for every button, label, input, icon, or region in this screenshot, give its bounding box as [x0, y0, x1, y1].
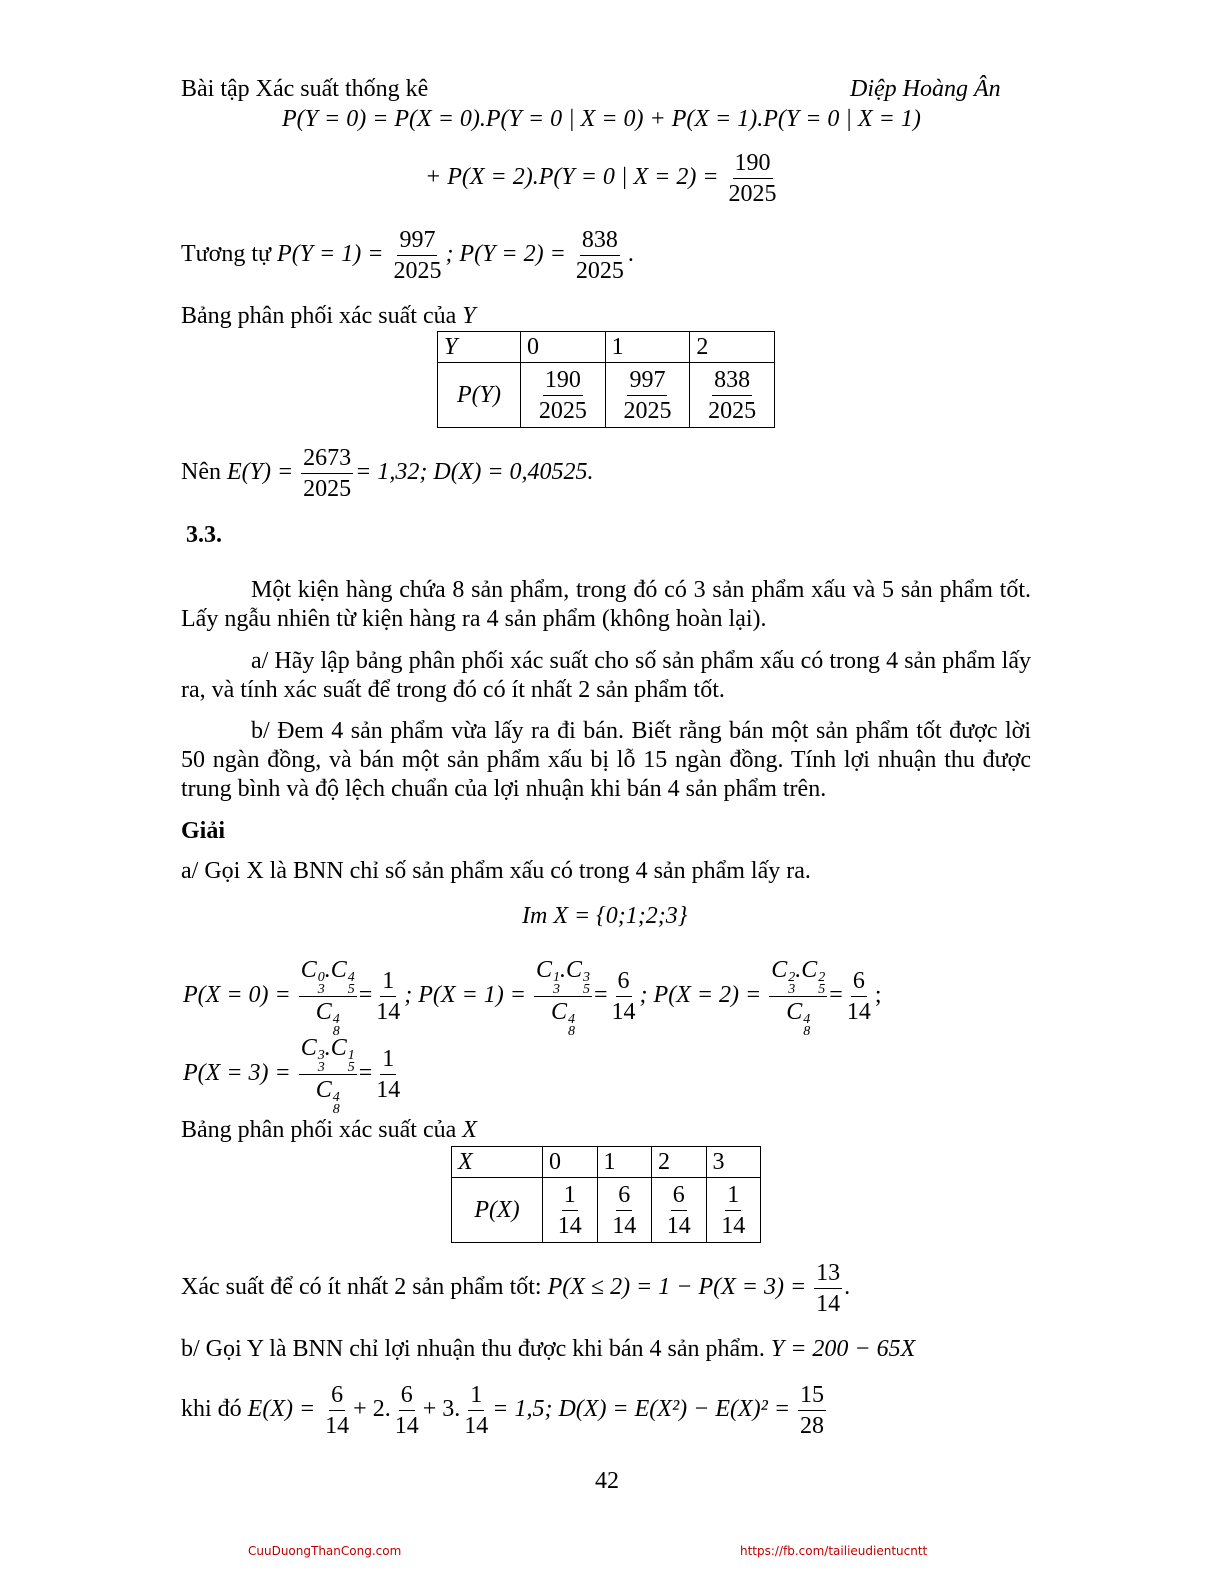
tuongtu-frac1 — [391, 225, 443, 286]
tuongtu-frac2 — [574, 225, 626, 286]
cell-den: 2025 — [708, 397, 757, 424]
table-cell: 2 — [652, 1147, 707, 1178]
solution-title: Giải — [181, 818, 226, 844]
tableY-caption — [181, 303, 476, 330]
cell-num: 6 — [616, 1180, 632, 1211]
distribution-table-y — [437, 331, 775, 428]
px3-lhs: P(X = 3) = — [183, 1060, 291, 1087]
tableX-caption-text: Bảng phân phối xác suất của — [181, 1117, 457, 1143]
ey-rhs: = 1,32; D(X) = 0,40525. — [355, 459, 594, 486]
header-right: Diệp Hoàng Ân — [850, 76, 1001, 102]
px3-comb-frac: C 3 3 .C 1 5 C 4 8 — [300, 1035, 355, 1117]
khido-t2-pre: + 2. — [353, 1396, 391, 1423]
px1-den: 14 — [611, 999, 636, 1025]
px0-frac — [374, 966, 402, 1027]
footer-right-link[interactable]: https://fb.com/tailieudientucntt — [740, 1544, 928, 1558]
khido-t2-den: 14 — [394, 1413, 419, 1439]
eq-py0-line2-text: + P(X = 2).P(Y = 0 | X = 2) = — [425, 164, 719, 191]
khido-r-den: 28 — [800, 1413, 825, 1439]
khido-t2-num: 6 — [399, 1380, 415, 1411]
px2-comb-frac: C 2 3 .C 2 5 C 4 8 — [771, 957, 826, 1039]
khido-t3-pre: + 3. — [422, 1396, 461, 1423]
tuongtu-p2-den: 2025 — [575, 258, 624, 284]
tuongtu-p2: ; P(Y = 2) = — [445, 241, 566, 268]
table-cell: 1 — [597, 1147, 652, 1178]
px1-num: 6 — [616, 966, 632, 997]
khido-ex: E(X) = — [247, 1396, 316, 1423]
px2-den: 14 — [846, 999, 871, 1025]
tableX-caption — [181, 1117, 477, 1144]
eq-py0-num: 190 — [733, 148, 773, 179]
cell-num: 838 — [712, 365, 752, 396]
px3-num: 1 — [380, 1044, 396, 1075]
ey-lhs: E(Y) = — [226, 459, 294, 486]
px-line-1: P(X = 0) = C 0 3 .C 4 5 C 4 8 = $\frac{1}{14}$ ; P(X = 1) = C 1 3 .C 3 5 C 4 8 = $\frac{6}{14}$ ; P(X = 2) = C 2 3 .C 2 5 C 4 8 = $\frac{6}{14}$ ; — [183, 957, 882, 1039]
px2-num: 6 — [851, 966, 867, 997]
px2-frac — [845, 966, 873, 1027]
tuongtu-p1-den: 2025 — [393, 258, 442, 284]
ey-line — [181, 443, 594, 504]
khido-label: khi đó — [181, 1396, 242, 1423]
px3-frac — [374, 1044, 402, 1105]
footer-left-link[interactable]: CuuDuongThanCong.com — [248, 1544, 402, 1558]
khido-line — [181, 1380, 828, 1441]
table-cell: 0 — [521, 332, 606, 363]
tuongtu-end: . — [627, 241, 634, 268]
cell-den: 14 — [612, 1212, 637, 1239]
khido-frac2 — [393, 1380, 421, 1441]
table-row — [452, 1147, 761, 1178]
cell-den: 14 — [557, 1212, 582, 1239]
khido-frac4 — [798, 1380, 826, 1441]
eq-py0-den: 2025 — [728, 181, 777, 207]
table-cell: X — [452, 1147, 543, 1178]
table-cell — [706, 1178, 761, 1243]
table-cell: Y — [438, 332, 521, 363]
tuongtu-p2-num: 838 — [580, 225, 620, 256]
px1-lhs: ; P(X = 1) = — [404, 982, 526, 1009]
problem-paragraph-3: b/ Đem 4 sản phẩm vừa lấy ra đi bán. Biết rằng bán một sản phẩm tốt được lời 50 ngàn đồng, và bán một sản phẩm xấu bị lỗ 15 ngàn đồng. Tính lợi nhuận thu được trung bình và độ lệch chuẩn của lợi nhuận khi bán 4 sản phẩm trên. — [181, 718, 1031, 802]
tableY-caption-var: Y — [462, 303, 476, 329]
px1-comb-frac: C 1 3 .C 3 5 C 4 8 — [535, 957, 590, 1039]
distribution-table-x — [451, 1146, 761, 1243]
table-cell — [605, 363, 690, 428]
tuongtu-p1-num: 997 — [397, 225, 437, 256]
ey-fraction — [301, 443, 353, 504]
table-cell — [652, 1178, 707, 1243]
problem-paragraph-1: Một kiện hàng chứa 8 sản phẩm, trong đó có 3 sản phẩm xấu và 5 sản phẩm tốt. Lấy ngẫu nhiên từ kiện hàng ra 4 sản phẩm (không hoàn lại). — [181, 577, 1031, 632]
table-cell: 0 — [543, 1147, 598, 1178]
eq-py0-line1: P(Y = 0) = P(X = 0).P(Y = 0 | X = 0) + P(X = 1).P(Y = 0 | X = 1) — [282, 106, 921, 132]
table-cell: 3 — [706, 1147, 761, 1178]
atleast-end: . — [844, 1274, 851, 1301]
eq-py0-fraction — [727, 148, 779, 209]
px-line-end: ; — [874, 982, 882, 1009]
table-cell: 1 — [605, 332, 690, 363]
eq-py0-line2 — [425, 148, 781, 209]
khido-t3-num: 1 — [468, 1380, 484, 1411]
px2-lhs: ; P(X = 2) = — [639, 982, 762, 1009]
table-cell — [690, 363, 775, 428]
tuongtu-label: Tương tự — [181, 241, 272, 268]
atleast-den: 14 — [816, 1291, 841, 1317]
table-cell: P(Y) — [438, 363, 521, 428]
khido-t1-num: 6 — [329, 1380, 345, 1411]
table-cell — [521, 363, 606, 428]
khido-r-num: 15 — [798, 1380, 826, 1411]
b-intro-line — [181, 1336, 915, 1363]
header-left: Bài tập Xác suất thống kê — [181, 76, 429, 102]
cell-num: 1 — [725, 1180, 741, 1211]
table-row — [438, 363, 775, 428]
table-cell: P(X) — [452, 1178, 543, 1243]
tableY-caption-text: Bảng phân phối xác suất của — [181, 303, 457, 329]
khido-t3-den: 14 — [464, 1413, 489, 1439]
cell-num: 1 — [562, 1180, 578, 1211]
ey-den: 2025 — [303, 476, 352, 502]
px1-frac — [610, 966, 638, 1027]
cell-den: 2025 — [538, 397, 587, 424]
atleast-text: Xác suất để có ít nhất 2 sản phẩm tốt: — [181, 1274, 542, 1301]
ey-label: Nên — [181, 459, 221, 486]
px0-lhs: P(X = 0) = — [183, 982, 291, 1009]
cell-den: 14 — [666, 1212, 691, 1239]
b-intro-text: b/ Gọi Y là BNN chỉ lợi nhuận thu được khi bán 4 sản phẩm. — [181, 1336, 765, 1362]
tuongtu-line — [181, 225, 634, 286]
khido-frac1 — [323, 1380, 351, 1441]
solution-a-intro: a/ Gọi X là BNN chỉ số sản phẩm xấu có trong 4 sản phẩm lấy ra. — [181, 858, 811, 884]
problem-paragraph-2: a/ Hãy lập bảng phân phối xác suất cho số sản phẩm xấu có trong 4 sản phẩm lấy ra, và tính xác suất để trong đó có ít nhất 2 sản phẩm tốt. — [181, 648, 1031, 703]
px-line-2: P(X = 3) = C 3 3 .C 1 5 C 4 8 = $\frac{1}{14}$ — [183, 1035, 401, 1117]
cell-num: 997 — [627, 365, 667, 396]
page-number: 42 — [595, 1468, 619, 1494]
table-row — [438, 332, 775, 363]
image-set: Im X = {0;1;2;3} — [522, 903, 688, 929]
table-cell: 2 — [690, 332, 775, 363]
px3-den: 14 — [376, 1077, 401, 1103]
tableX-caption-var: X — [462, 1117, 477, 1143]
b-intro-expr: Y = 200 − 65X — [770, 1336, 916, 1362]
khido-frac3 — [462, 1380, 490, 1441]
px0-den: 14 — [376, 999, 401, 1025]
px0-comb-frac: C 0 3 .C 4 5 C 4 8 — [300, 957, 355, 1039]
atleast-line — [181, 1258, 850, 1319]
cell-den: 14 — [721, 1212, 746, 1239]
khido-t1-den: 14 — [325, 1413, 350, 1439]
cell-den: 2025 — [623, 397, 672, 424]
khido-mid: = 1,5; D(X) = E(X²) − E(X)² = — [492, 1396, 791, 1423]
atleast-expr: P(X ≤ 2) = 1 − P(X = 3) = — [547, 1274, 807, 1301]
table-row — [452, 1178, 761, 1243]
tuongtu-p1: P(Y = 1) = — [277, 241, 384, 268]
atleast-frac — [814, 1258, 842, 1319]
px0-num: 1 — [380, 966, 396, 997]
table-cell — [543, 1178, 598, 1243]
ey-num: 2673 — [301, 443, 353, 474]
atleast-num: 13 — [814, 1258, 842, 1289]
cell-num: 190 — [543, 365, 583, 396]
cell-num: 6 — [671, 1180, 687, 1211]
section-heading: 3.3. — [186, 522, 222, 548]
table-cell — [597, 1178, 652, 1243]
